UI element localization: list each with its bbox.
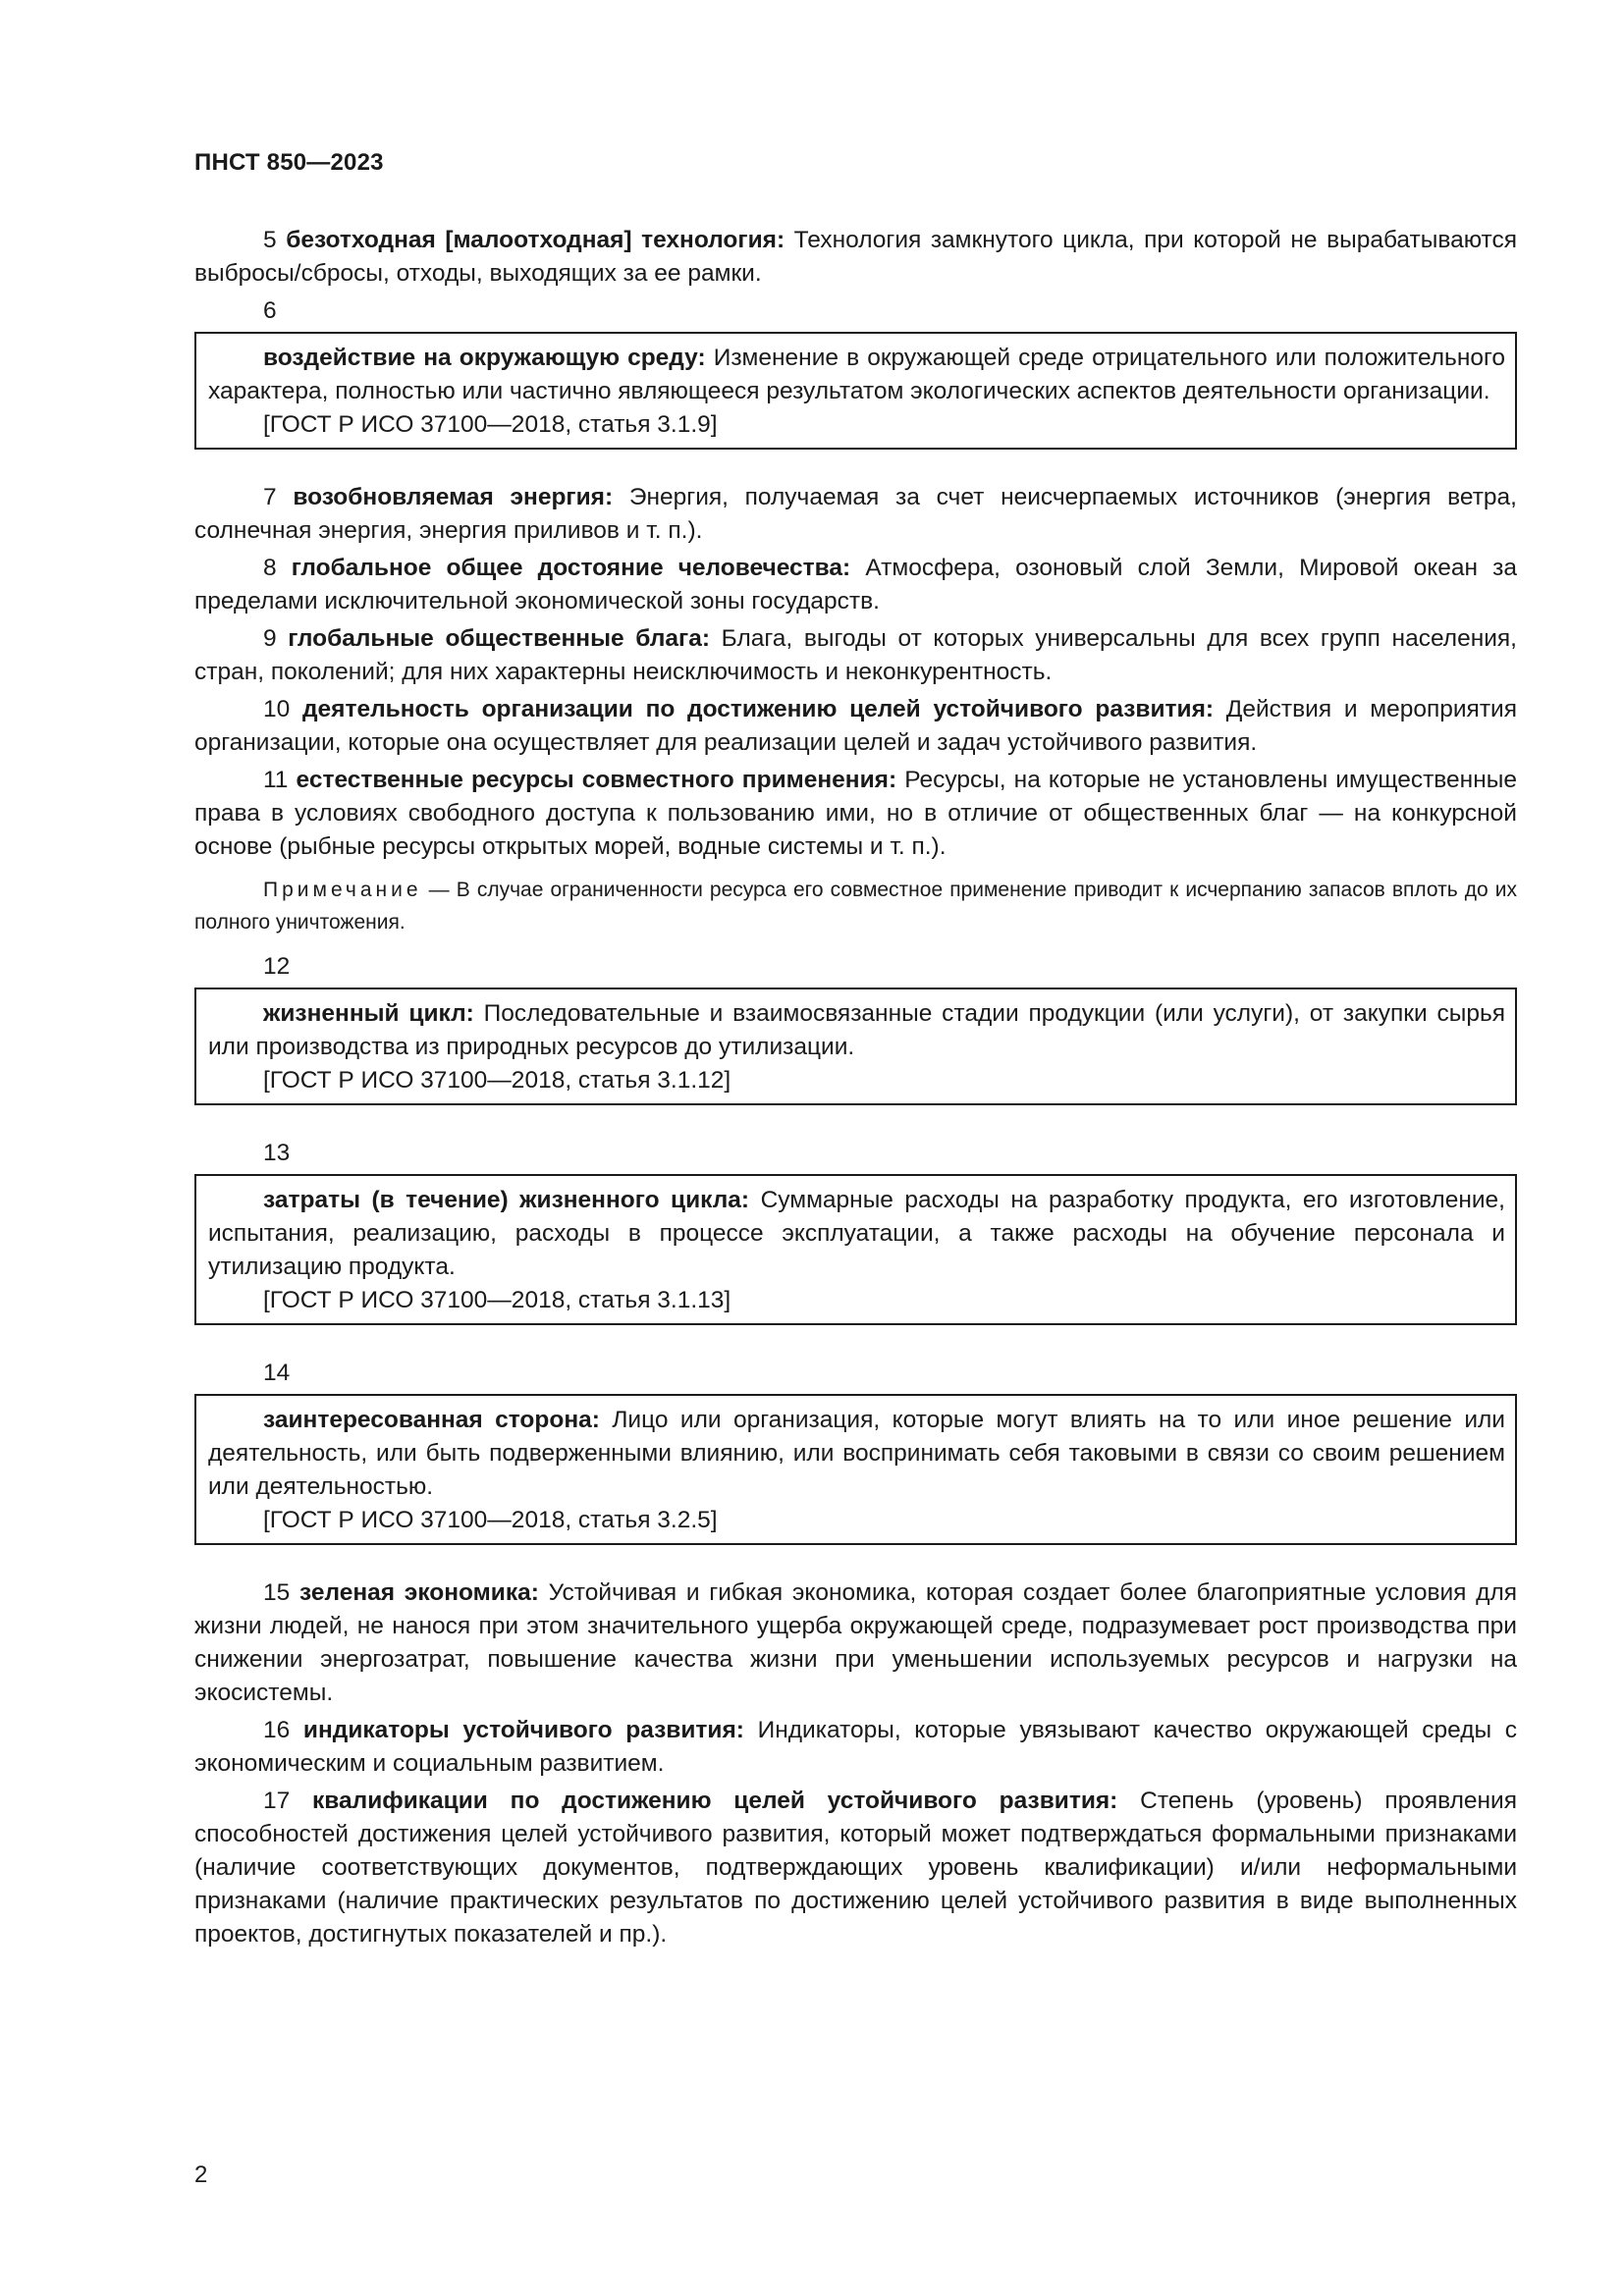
term-source: [ГОСТ Р ИСО 37100—2018, статья 3.1.9] xyxy=(263,411,718,438)
term-number: 16 xyxy=(263,1717,291,1743)
term-number: 17 xyxy=(263,1788,291,1814)
term-entry-13 xyxy=(208,1184,1505,1284)
term-entry-15 xyxy=(194,1576,1517,1710)
boxed-term-6 xyxy=(194,332,1517,450)
term-definition: Индикаторы, которые увязывают качество окружающей среды с экономическим и социальным развитием. xyxy=(194,1717,1517,1777)
term-definition: Действия и мероприятия организации, которые она осуществляет для реализации целей и задач устойчивого развития. xyxy=(194,696,1517,756)
term-source: [ГОСТ Р ИСО 37100—2018, статья 3.1.12] xyxy=(263,1067,731,1094)
term-number-13: 13 xyxy=(263,1140,291,1166)
term-definition: Степень (уровень) проявления способностей достижения целей устойчивого развития, который может подтверждаться формальными признаками (наличие соответствующих документов, подтверждающих уровень квалификации) и/или неформальными признаками (наличие практических результатов по достижению целей устойчивого развития в виде выполненных проектов, достигнутых показателей и пр.). xyxy=(194,1788,1517,1948)
term-definition: Устойчивая и гибкая экономика, которая создает более благоприятные условия для жизни людей, не нанося при этом значительного ущерба окружающей среде, подразумевает рост производства при снижении энергозатрат, повышение качества жизни при уменьшении используемых ресурсов и нагрузки на экосистемы. xyxy=(194,1579,1518,1706)
term-title: естественные ресурсы совместного применения: xyxy=(296,767,897,793)
term-title: индикаторы устойчивого развития: xyxy=(302,1717,744,1743)
page-content xyxy=(194,224,1517,1955)
term-title: заинтересованная сторона: xyxy=(263,1407,600,1433)
term-definition: Изменение в окружающей среде отрицательного или положительного характера, полностью или частично являющееся результатом экологических аспектов деятельности организации. xyxy=(208,345,1505,404)
term-number: 10 xyxy=(263,696,291,722)
term-number: 9 xyxy=(263,625,277,652)
document-header: ПНСТ 850—2023 xyxy=(194,149,384,176)
term-title: жизненный цикл: xyxy=(263,1000,474,1027)
term-number: 5 xyxy=(263,227,277,253)
term-entry-17 xyxy=(194,1785,1517,1951)
term-title: безотходная [малоотходная] технология: xyxy=(286,227,785,253)
page-number: 2 xyxy=(194,2162,208,2188)
term-entry-16 xyxy=(194,1714,1517,1781)
term-number: 15 xyxy=(263,1579,291,1606)
term-source: [ГОСТ Р ИСО 37100—2018, статья 3.2.5] xyxy=(263,1507,718,1533)
term-definition: Атмосфера, озоновый слой Земли, Мировой океан за пределами исключительной экономической зоны государств. xyxy=(194,555,1517,614)
term-source: [ГОСТ Р ИСО 37100—2018, статья 3.1.13] xyxy=(263,1287,731,1313)
note-label: Примечание xyxy=(263,879,422,901)
term-entry-8 xyxy=(194,552,1517,618)
term-title: затраты (в течение) жизненного цикла: xyxy=(263,1187,750,1213)
term-title: деятельность организации по достижению целей устойчивого развития: xyxy=(302,696,1215,722)
term-definition: Последовательные и взаимосвязанные стадии продукции (или услуги), от закупки сырья или производства из природных ресурсов до утилизации. xyxy=(208,1000,1505,1060)
note-text: — В случае ограниченности ресурса его совместное применение приводит к исчерпанию запасов вплоть до их полного уничтожения. xyxy=(194,879,1517,934)
term-entry-6 xyxy=(208,342,1505,408)
term-entry-12 xyxy=(208,997,1505,1064)
term-number-6: 6 xyxy=(263,297,277,324)
term-entry-5 xyxy=(194,224,1517,291)
term-definition: Суммарные расходы на разработку продукта, его изготовление, испытания, реализацию, расходы в процессе эксплуатации, а также расходы на обучение персонала и утилизацию продукта. xyxy=(208,1187,1505,1280)
boxed-term-14 xyxy=(194,1394,1517,1545)
term-entry-7 xyxy=(194,481,1517,548)
term-number-14: 14 xyxy=(263,1360,291,1386)
term-title: зеленая экономика: xyxy=(299,1579,539,1606)
term-entry-14 xyxy=(208,1404,1505,1504)
boxed-term-12 xyxy=(194,988,1517,1105)
term-title: глобальное общее достояние человечества: xyxy=(291,555,851,581)
term-number: 7 xyxy=(263,484,277,510)
term-definition: Блага, выгоды от которых универсальны для всех групп населения, стран, поколений; для них характерны неисключимость и неконкурентность. xyxy=(194,625,1517,685)
term-title: возобновляемая энергия: xyxy=(293,484,614,510)
term-number-12: 12 xyxy=(263,953,291,980)
term-definition: Энергия, получаемая за счет неисчерпаемых источников (энергия ветра, солнечная энергия, энергия приливов и т. п.). xyxy=(194,484,1517,544)
term-title: воздействие на окружающую среду: xyxy=(263,345,706,371)
term-definition: Лицо или организация, которые могут влиять на то или иное решение или деятельность, или быть подверженными влиянию, или воспринимать себя таковыми в связи со своим решением или деятельностью. xyxy=(208,1407,1505,1500)
term-entry-10 xyxy=(194,693,1517,760)
boxed-term-13 xyxy=(194,1174,1517,1325)
term-entry-9 xyxy=(194,622,1517,689)
term-entry-11 xyxy=(194,764,1517,864)
term-definition: Ресурсы, на которые не установлены имущественные права в условиях свободного доступа к пользованию ими, но в отличие от общественных благ — на конкурсной основе (рыбные ресурсы открытых морей, водные системы и т. п.). xyxy=(194,767,1517,860)
term-title: глобальные общественные блага: xyxy=(288,625,710,652)
term-definition: Технология замкнутого цикла, при которой не вырабатываются выбросы/сбросы, отходы, выходящих за ее рамки. xyxy=(194,227,1518,287)
term-number: 8 xyxy=(263,555,277,581)
term-title: квалификации по достижению целей устойчивого развития: xyxy=(312,1788,1118,1814)
term-number: 11 xyxy=(263,767,289,793)
note-11 xyxy=(194,874,1517,938)
